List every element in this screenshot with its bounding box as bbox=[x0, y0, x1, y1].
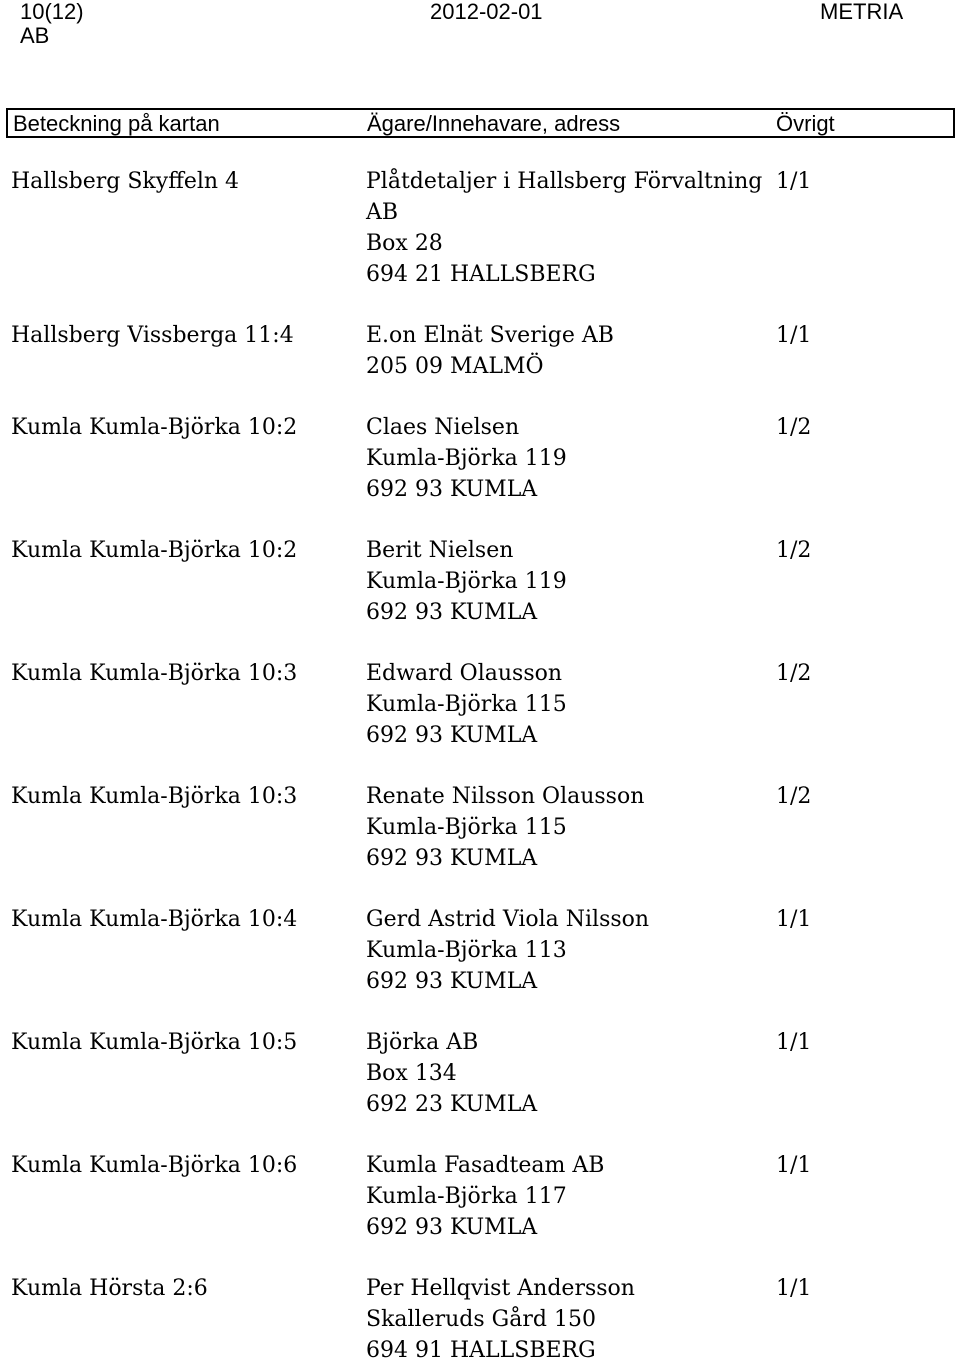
owner-address bbox=[366, 1150, 766, 1243]
owner-row bbox=[0, 1027, 960, 1120]
owner-address-line: 692 93 KUMLA bbox=[366, 723, 538, 748]
property-designation: Kumla Kumla-Björka 10:2 bbox=[11, 538, 298, 563]
owner-row bbox=[0, 781, 960, 874]
owner-address bbox=[366, 1273, 766, 1366]
page-number bbox=[20, 0, 84, 48]
owner-row bbox=[0, 1273, 960, 1366]
property-designation: Kumla Kumla-Björka 10:3 bbox=[11, 784, 298, 809]
owner-row bbox=[0, 535, 960, 628]
page-number-text: 10(12) bbox=[20, 0, 84, 24]
owner-address-line: Skalleruds Gård 150 bbox=[366, 1307, 596, 1332]
owner-address-line: Box 134 bbox=[366, 1061, 457, 1086]
ownership-share: 1/1 bbox=[776, 1276, 812, 1301]
property-designation: Hallsberg Vissberga 11:4 bbox=[11, 323, 294, 348]
owner-address-line: 692 93 KUMLA bbox=[366, 969, 538, 994]
column-header-other: Övrigt bbox=[776, 111, 835, 136]
property-designation: Kumla Kumla-Björka 10:4 bbox=[11, 907, 298, 932]
table-header bbox=[6, 108, 955, 138]
owner-address-line: Kumla-Björka 115 bbox=[366, 692, 567, 717]
owner-address-line: E.on Elnät Sverige AB bbox=[366, 323, 614, 348]
company-name: METRIA bbox=[820, 0, 904, 24]
owner-row bbox=[0, 658, 960, 751]
owner-address-line: 692 93 KUMLA bbox=[366, 1215, 538, 1240]
ownership-share: 1/2 bbox=[776, 415, 812, 440]
owner-address-line: 692 23 KUMLA bbox=[366, 1092, 538, 1117]
owner-address bbox=[366, 781, 766, 874]
owner-address-line: AB bbox=[366, 200, 399, 225]
ownership-share: 1/1 bbox=[776, 323, 812, 348]
owner-table-body bbox=[0, 166, 960, 1366]
page-header bbox=[0, 0, 960, 60]
owner-address bbox=[366, 904, 766, 997]
owner-address bbox=[366, 535, 766, 628]
owner-address bbox=[366, 658, 766, 751]
owner-row bbox=[0, 320, 960, 382]
property-designation: Kumla Kumla-Björka 10:3 bbox=[11, 661, 298, 686]
owner-address-line: Kumla-Björka 115 bbox=[366, 815, 567, 840]
owner-address-line: Berit Nielsen bbox=[366, 538, 514, 563]
column-header-designation: Beteckning på kartan bbox=[13, 111, 220, 136]
property-designation: Kumla Hörsta 2:6 bbox=[11, 1276, 208, 1301]
ownership-share: 1/1 bbox=[776, 169, 812, 194]
owner-address-line: Kumla Fasadteam AB bbox=[366, 1153, 605, 1178]
ownership-share: 1/2 bbox=[776, 538, 812, 563]
column-header-owner: Ägare/Innehavare, adress bbox=[367, 111, 621, 136]
owner-address-line: Gerd Astrid Viola Nilsson bbox=[366, 907, 650, 932]
owner-address-line: Edward Olausson bbox=[366, 661, 563, 686]
owner-address-line: 694 21 HALLSBERG bbox=[366, 262, 596, 287]
owner-address bbox=[366, 412, 766, 505]
owner-row bbox=[0, 412, 960, 505]
property-designation: Hallsberg Skyffeln 4 bbox=[11, 169, 240, 194]
owner-address-line: 692 93 KUMLA bbox=[366, 600, 538, 625]
owner-address-line: 692 93 KUMLA bbox=[366, 846, 538, 871]
ownership-share: 1/1 bbox=[776, 907, 812, 932]
owner-address-line: 694 91 HALLSBERG bbox=[366, 1338, 596, 1363]
owner-row bbox=[0, 904, 960, 997]
page-number-suffix: AB bbox=[20, 23, 50, 48]
owner-address-line: Kumla-Björka 119 bbox=[366, 446, 567, 471]
owner-address bbox=[366, 166, 766, 290]
ownership-share: 1/1 bbox=[776, 1153, 812, 1178]
owner-address-line: Kumla-Björka 117 bbox=[366, 1184, 567, 1209]
owner-address-line: Björka AB bbox=[366, 1030, 479, 1055]
property-designation: Kumla Kumla-Björka 10:6 bbox=[11, 1153, 298, 1178]
owner-row bbox=[0, 166, 960, 290]
owner-address-line: 692 93 KUMLA bbox=[366, 477, 538, 502]
ownership-share: 1/2 bbox=[776, 784, 812, 809]
owner-address-line: Box 28 bbox=[366, 231, 443, 256]
owner-address-line: Kumla-Björka 113 bbox=[366, 938, 567, 963]
owner-row bbox=[0, 1150, 960, 1243]
owner-address bbox=[366, 320, 766, 382]
owner-address-line: Plåtdetaljer i Hallsberg Förvaltning bbox=[366, 169, 763, 194]
property-designation: Kumla Kumla-Björka 10:5 bbox=[11, 1030, 298, 1055]
owner-address bbox=[366, 1027, 766, 1120]
owner-address-line: Kumla-Björka 119 bbox=[366, 569, 567, 594]
owner-address-line: Claes Nielsen bbox=[366, 415, 520, 440]
owner-address-line: 205 09 MALMÖ bbox=[366, 354, 544, 379]
owner-address-line: Per Hellqvist Andersson bbox=[366, 1276, 635, 1301]
document-date: 2012-02-01 bbox=[430, 0, 543, 24]
ownership-share: 1/2 bbox=[776, 661, 812, 686]
owner-address-line: Renate Nilsson Olausson bbox=[366, 784, 645, 809]
ownership-share: 1/1 bbox=[776, 1030, 812, 1055]
property-designation: Kumla Kumla-Björka 10:2 bbox=[11, 415, 298, 440]
